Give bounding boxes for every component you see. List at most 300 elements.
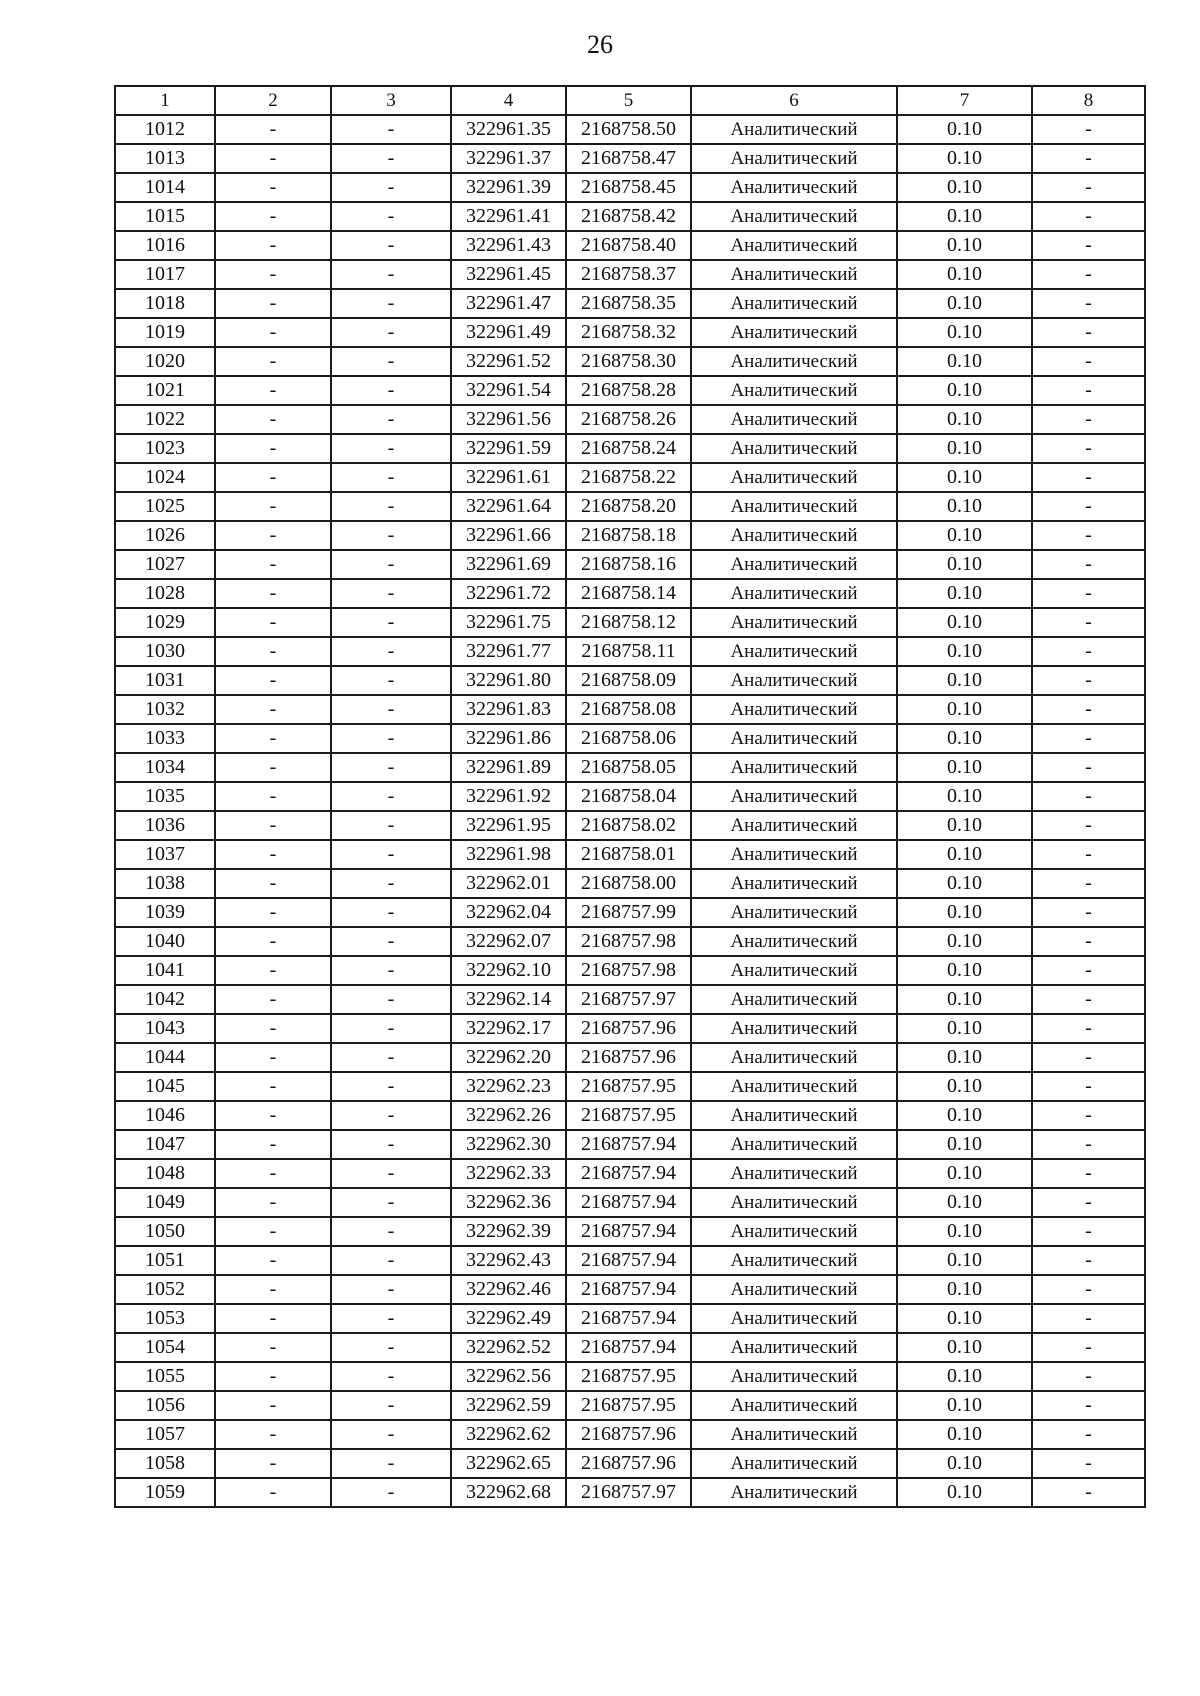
point-number-cell: 1037	[115, 840, 215, 869]
col2-cell: -	[215, 956, 331, 985]
x-coordinate-cell: 322962.36	[451, 1188, 566, 1217]
table-row	[115, 376, 1145, 405]
accuracy-cell: 0.10	[897, 376, 1032, 405]
accuracy-cell: 0.10	[897, 521, 1032, 550]
method-cell: Аналитический	[691, 1217, 897, 1246]
column-header-4: 4	[451, 86, 566, 115]
accuracy-cell: 0.10	[897, 753, 1032, 782]
x-coordinate-cell: 322961.35	[451, 115, 566, 144]
method-cell: Аналитический	[691, 1275, 897, 1304]
accuracy-cell: 0.10	[897, 144, 1032, 173]
point-number-cell: 1056	[115, 1391, 215, 1420]
col3-cell: -	[331, 463, 451, 492]
method-cell: Аналитический	[691, 144, 897, 173]
point-number-cell: 1050	[115, 1217, 215, 1246]
x-coordinate-cell: 322962.04	[451, 898, 566, 927]
y-coordinate-cell: 2168757.94	[566, 1130, 691, 1159]
x-coordinate-cell: 322962.20	[451, 1043, 566, 1072]
accuracy-cell: 0.10	[897, 202, 1032, 231]
accuracy-cell: 0.10	[897, 695, 1032, 724]
col8-cell: -	[1032, 405, 1145, 434]
col3-cell: -	[331, 1130, 451, 1159]
y-coordinate-cell: 2168758.14	[566, 579, 691, 608]
method-cell: Аналитический	[691, 985, 897, 1014]
col3-cell: -	[331, 1159, 451, 1188]
y-coordinate-cell: 2168758.00	[566, 869, 691, 898]
col8-cell: -	[1032, 1188, 1145, 1217]
point-number-cell: 1054	[115, 1333, 215, 1362]
table-row	[115, 956, 1145, 985]
y-coordinate-cell: 2168758.40	[566, 231, 691, 260]
col8-cell: -	[1032, 1275, 1145, 1304]
col8-cell: -	[1032, 463, 1145, 492]
point-number-cell: 1024	[115, 463, 215, 492]
accuracy-cell: 0.10	[897, 1217, 1032, 1246]
accuracy-cell: 0.10	[897, 550, 1032, 579]
table-row	[115, 463, 1145, 492]
method-cell: Аналитический	[691, 840, 897, 869]
column-header-2: 2	[215, 86, 331, 115]
col2-cell: -	[215, 492, 331, 521]
col8-cell: -	[1032, 318, 1145, 347]
col8-cell: -	[1032, 347, 1145, 376]
x-coordinate-cell: 322961.61	[451, 463, 566, 492]
y-coordinate-cell: 2168758.09	[566, 666, 691, 695]
accuracy-cell: 0.10	[897, 840, 1032, 869]
col2-cell: -	[215, 898, 331, 927]
col2-cell: -	[215, 1072, 331, 1101]
page-number: 26	[587, 30, 613, 59]
point-number-cell: 1033	[115, 724, 215, 753]
col3-cell: -	[331, 985, 451, 1014]
col8-cell: -	[1032, 840, 1145, 869]
col8-cell: -	[1032, 637, 1145, 666]
col3-cell: -	[331, 376, 451, 405]
y-coordinate-cell: 2168757.94	[566, 1159, 691, 1188]
table-row	[115, 1072, 1145, 1101]
col3-cell: -	[331, 1391, 451, 1420]
point-number-cell: 1053	[115, 1304, 215, 1333]
col8-cell: -	[1032, 956, 1145, 985]
x-coordinate-cell: 322961.47	[451, 289, 566, 318]
y-coordinate-cell: 2168758.37	[566, 260, 691, 289]
col8-cell: -	[1032, 1159, 1145, 1188]
col2-cell: -	[215, 985, 331, 1014]
x-coordinate-cell: 322962.39	[451, 1217, 566, 1246]
method-cell: Аналитический	[691, 724, 897, 753]
col3-cell: -	[331, 1188, 451, 1217]
method-cell: Аналитический	[691, 1449, 897, 1478]
col8-cell: -	[1032, 1304, 1145, 1333]
x-coordinate-cell: 322961.80	[451, 666, 566, 695]
y-coordinate-cell: 2168758.42	[566, 202, 691, 231]
method-cell: Аналитический	[691, 1188, 897, 1217]
y-coordinate-cell: 2168758.35	[566, 289, 691, 318]
col8-cell: -	[1032, 492, 1145, 521]
method-cell: Аналитический	[691, 1333, 897, 1362]
method-cell: Аналитический	[691, 1101, 897, 1130]
col8-cell: -	[1032, 666, 1145, 695]
accuracy-cell: 0.10	[897, 347, 1032, 376]
point-number-cell: 1027	[115, 550, 215, 579]
accuracy-cell: 0.10	[897, 463, 1032, 492]
accuracy-cell: 0.10	[897, 927, 1032, 956]
table-header	[115, 86, 1145, 115]
point-number-cell: 1055	[115, 1362, 215, 1391]
col3-cell: -	[331, 1304, 451, 1333]
table-row	[115, 1449, 1145, 1478]
point-number-cell: 1038	[115, 869, 215, 898]
col8-cell: -	[1032, 1420, 1145, 1449]
col8-cell: -	[1032, 1014, 1145, 1043]
method-cell: Аналитический	[691, 1130, 897, 1159]
col3-cell: -	[331, 666, 451, 695]
col3-cell: -	[331, 1101, 451, 1130]
table-row	[115, 405, 1145, 434]
col2-cell: -	[215, 376, 331, 405]
col8-cell: -	[1032, 1043, 1145, 1072]
col8-cell: -	[1032, 231, 1145, 260]
method-cell: Аналитический	[691, 1159, 897, 1188]
accuracy-cell: 0.10	[897, 724, 1032, 753]
point-number-cell: 1035	[115, 782, 215, 811]
y-coordinate-cell: 2168757.97	[566, 985, 691, 1014]
method-cell: Аналитический	[691, 898, 897, 927]
point-number-cell: 1021	[115, 376, 215, 405]
point-number-cell: 1018	[115, 289, 215, 318]
x-coordinate-cell: 322961.66	[451, 521, 566, 550]
y-coordinate-cell: 2168757.98	[566, 927, 691, 956]
accuracy-cell: 0.10	[897, 637, 1032, 666]
x-coordinate-cell: 322961.83	[451, 695, 566, 724]
table-row	[115, 637, 1145, 666]
point-number-cell: 1051	[115, 1246, 215, 1275]
col8-cell: -	[1032, 1449, 1145, 1478]
col3-cell: -	[331, 1449, 451, 1478]
y-coordinate-cell: 2168757.94	[566, 1275, 691, 1304]
col2-cell: -	[215, 927, 331, 956]
point-number-cell: 1041	[115, 956, 215, 985]
method-cell: Аналитический	[691, 550, 897, 579]
col3-cell: -	[331, 260, 451, 289]
col8-cell: -	[1032, 1072, 1145, 1101]
col3-cell: -	[331, 695, 451, 724]
table-row	[115, 1275, 1145, 1304]
col2-cell: -	[215, 753, 331, 782]
point-number-cell: 1032	[115, 695, 215, 724]
x-coordinate-cell: 322962.52	[451, 1333, 566, 1362]
accuracy-cell: 0.10	[897, 869, 1032, 898]
x-coordinate-cell: 322961.45	[451, 260, 566, 289]
y-coordinate-cell: 2168757.94	[566, 1304, 691, 1333]
y-coordinate-cell: 2168757.96	[566, 1043, 691, 1072]
table-header-row	[115, 86, 1145, 115]
accuracy-cell: 0.10	[897, 898, 1032, 927]
col8-cell: -	[1032, 782, 1145, 811]
col8-cell: -	[1032, 579, 1145, 608]
accuracy-cell: 0.10	[897, 956, 1032, 985]
col2-cell: -	[215, 1362, 331, 1391]
table-row	[115, 1014, 1145, 1043]
col2-cell: -	[215, 1043, 331, 1072]
method-cell: Аналитический	[691, 637, 897, 666]
accuracy-cell: 0.10	[897, 1362, 1032, 1391]
x-coordinate-cell: 322961.64	[451, 492, 566, 521]
method-cell: Аналитический	[691, 347, 897, 376]
col3-cell: -	[331, 840, 451, 869]
table-row	[115, 666, 1145, 695]
col2-cell: -	[215, 1159, 331, 1188]
col2-cell: -	[215, 289, 331, 318]
method-cell: Аналитический	[691, 927, 897, 956]
col3-cell: -	[331, 956, 451, 985]
point-number-cell: 1044	[115, 1043, 215, 1072]
col3-cell: -	[331, 608, 451, 637]
x-coordinate-cell: 322962.59	[451, 1391, 566, 1420]
y-coordinate-cell: 2168758.32	[566, 318, 691, 347]
table-row	[115, 753, 1145, 782]
accuracy-cell: 0.10	[897, 782, 1032, 811]
y-coordinate-cell: 2168758.22	[566, 463, 691, 492]
point-number-cell: 1028	[115, 579, 215, 608]
table-row	[115, 550, 1145, 579]
x-coordinate-cell: 322962.01	[451, 869, 566, 898]
x-coordinate-cell: 322962.30	[451, 1130, 566, 1159]
point-number-cell: 1057	[115, 1420, 215, 1449]
col8-cell: -	[1032, 1478, 1145, 1507]
point-number-cell: 1013	[115, 144, 215, 173]
col3-cell: -	[331, 202, 451, 231]
y-coordinate-cell: 2168757.94	[566, 1188, 691, 1217]
table-row	[115, 1130, 1145, 1159]
table-row	[115, 1333, 1145, 1362]
col3-cell: -	[331, 1362, 451, 1391]
y-coordinate-cell: 2168757.94	[566, 1217, 691, 1246]
col8-cell: -	[1032, 1333, 1145, 1362]
col3-cell: -	[331, 289, 451, 318]
col3-cell: -	[331, 347, 451, 376]
x-coordinate-cell: 322961.49	[451, 318, 566, 347]
col8-cell: -	[1032, 260, 1145, 289]
table-row	[115, 492, 1145, 521]
table-row	[115, 695, 1145, 724]
method-cell: Аналитический	[691, 811, 897, 840]
table-row	[115, 1478, 1145, 1507]
method-cell: Аналитический	[691, 1420, 897, 1449]
col8-cell: -	[1032, 202, 1145, 231]
accuracy-cell: 0.10	[897, 1072, 1032, 1101]
accuracy-cell: 0.10	[897, 260, 1032, 289]
x-coordinate-cell: 322962.07	[451, 927, 566, 956]
method-cell: Аналитический	[691, 115, 897, 144]
point-number-cell: 1015	[115, 202, 215, 231]
y-coordinate-cell: 2168757.95	[566, 1072, 691, 1101]
table-row	[115, 985, 1145, 1014]
x-coordinate-cell: 322961.75	[451, 608, 566, 637]
accuracy-cell: 0.10	[897, 405, 1032, 434]
x-coordinate-cell: 322962.65	[451, 1449, 566, 1478]
y-coordinate-cell: 2168757.95	[566, 1391, 691, 1420]
col2-cell: -	[215, 695, 331, 724]
col3-cell: -	[331, 1217, 451, 1246]
point-number-cell: 1039	[115, 898, 215, 927]
accuracy-cell: 0.10	[897, 1333, 1032, 1362]
col2-cell: -	[215, 666, 331, 695]
x-coordinate-cell: 322961.86	[451, 724, 566, 753]
method-cell: Аналитический	[691, 1391, 897, 1420]
method-cell: Аналитический	[691, 463, 897, 492]
table-row	[115, 1391, 1145, 1420]
method-cell: Аналитический	[691, 1014, 897, 1043]
table-row	[115, 1246, 1145, 1275]
accuracy-cell: 0.10	[897, 1275, 1032, 1304]
col2-cell: -	[215, 347, 331, 376]
method-cell: Аналитический	[691, 521, 897, 550]
col8-cell: -	[1032, 608, 1145, 637]
x-coordinate-cell: 322961.92	[451, 782, 566, 811]
point-number-cell: 1048	[115, 1159, 215, 1188]
col2-cell: -	[215, 869, 331, 898]
y-coordinate-cell: 2168757.96	[566, 1014, 691, 1043]
y-coordinate-cell: 2168757.97	[566, 1478, 691, 1507]
col2-cell: -	[215, 463, 331, 492]
point-number-cell: 1020	[115, 347, 215, 376]
y-coordinate-cell: 2168758.47	[566, 144, 691, 173]
col8-cell: -	[1032, 1130, 1145, 1159]
accuracy-cell: 0.10	[897, 1304, 1032, 1333]
point-number-cell: 1026	[115, 521, 215, 550]
y-coordinate-cell: 2168758.04	[566, 782, 691, 811]
method-cell: Аналитический	[691, 1478, 897, 1507]
table-row	[115, 202, 1145, 231]
table-row	[115, 144, 1145, 173]
col2-cell: -	[215, 1304, 331, 1333]
col8-cell: -	[1032, 1362, 1145, 1391]
col3-cell: -	[331, 1478, 451, 1507]
y-coordinate-cell: 2168757.95	[566, 1101, 691, 1130]
accuracy-cell: 0.10	[897, 434, 1032, 463]
method-cell: Аналитический	[691, 695, 897, 724]
y-coordinate-cell: 2168758.06	[566, 724, 691, 753]
point-number-cell: 1040	[115, 927, 215, 956]
col2-cell: -	[215, 173, 331, 202]
method-cell: Аналитический	[691, 608, 897, 637]
x-coordinate-cell: 322961.52	[451, 347, 566, 376]
table-row	[115, 1159, 1145, 1188]
col3-cell: -	[331, 869, 451, 898]
col2-cell: -	[215, 115, 331, 144]
method-cell: Аналитический	[691, 434, 897, 463]
col2-cell: -	[215, 1478, 331, 1507]
col2-cell: -	[215, 1188, 331, 1217]
x-coordinate-cell: 322962.10	[451, 956, 566, 985]
point-number-cell: 1023	[115, 434, 215, 463]
method-cell: Аналитический	[691, 231, 897, 260]
y-coordinate-cell: 2168757.95	[566, 1362, 691, 1391]
col2-cell: -	[215, 1333, 331, 1362]
col2-cell: -	[215, 579, 331, 608]
accuracy-cell: 0.10	[897, 289, 1032, 318]
col2-cell: -	[215, 724, 331, 753]
col3-cell: -	[331, 927, 451, 956]
col3-cell: -	[331, 231, 451, 260]
col2-cell: -	[215, 521, 331, 550]
table-row	[115, 840, 1145, 869]
point-number-cell: 1014	[115, 173, 215, 202]
col8-cell: -	[1032, 144, 1145, 173]
col8-cell: -	[1032, 1101, 1145, 1130]
col2-cell: -	[215, 434, 331, 463]
x-coordinate-cell: 322962.46	[451, 1275, 566, 1304]
y-coordinate-cell: 2168758.11	[566, 637, 691, 666]
method-cell: Аналитический	[691, 260, 897, 289]
x-coordinate-cell: 322962.33	[451, 1159, 566, 1188]
col3-cell: -	[331, 724, 451, 753]
y-coordinate-cell: 2168758.20	[566, 492, 691, 521]
method-cell: Аналитический	[691, 173, 897, 202]
col8-cell: -	[1032, 550, 1145, 579]
point-number-cell: 1046	[115, 1101, 215, 1130]
x-coordinate-cell: 322961.89	[451, 753, 566, 782]
method-cell: Аналитический	[691, 956, 897, 985]
point-number-cell: 1049	[115, 1188, 215, 1217]
col2-cell: -	[215, 260, 331, 289]
x-coordinate-cell: 322961.56	[451, 405, 566, 434]
y-coordinate-cell: 2168758.01	[566, 840, 691, 869]
col8-cell: -	[1032, 173, 1145, 202]
x-coordinate-cell: 322962.68	[451, 1478, 566, 1507]
col8-cell: -	[1032, 115, 1145, 144]
col2-cell: -	[215, 637, 331, 666]
x-coordinate-cell: 322961.54	[451, 376, 566, 405]
y-coordinate-cell: 2168758.05	[566, 753, 691, 782]
coordinates-table	[114, 85, 1146, 1508]
table-row	[115, 898, 1145, 927]
col8-cell: -	[1032, 1246, 1145, 1275]
table-row	[115, 782, 1145, 811]
method-cell: Аналитический	[691, 1072, 897, 1101]
y-coordinate-cell: 2168758.26	[566, 405, 691, 434]
col2-cell: -	[215, 1246, 331, 1275]
col3-cell: -	[331, 318, 451, 347]
col2-cell: -	[215, 1391, 331, 1420]
table-row	[115, 927, 1145, 956]
y-coordinate-cell: 2168758.18	[566, 521, 691, 550]
accuracy-cell: 0.10	[897, 1101, 1032, 1130]
accuracy-cell: 0.10	[897, 608, 1032, 637]
point-number-cell: 1012	[115, 115, 215, 144]
table-row	[115, 1043, 1145, 1072]
col8-cell: -	[1032, 1391, 1145, 1420]
col3-cell: -	[331, 521, 451, 550]
method-cell: Аналитический	[691, 318, 897, 347]
accuracy-cell: 0.10	[897, 1449, 1032, 1478]
point-number-cell: 1019	[115, 318, 215, 347]
x-coordinate-cell: 322961.37	[451, 144, 566, 173]
col2-cell: -	[215, 550, 331, 579]
point-number-cell: 1043	[115, 1014, 215, 1043]
x-coordinate-cell: 322962.62	[451, 1420, 566, 1449]
table-row	[115, 1101, 1145, 1130]
y-coordinate-cell: 2168758.16	[566, 550, 691, 579]
col2-cell: -	[215, 782, 331, 811]
col3-cell: -	[331, 1333, 451, 1362]
y-coordinate-cell: 2168758.45	[566, 173, 691, 202]
x-coordinate-cell: 322962.14	[451, 985, 566, 1014]
accuracy-cell: 0.10	[897, 1478, 1032, 1507]
col3-cell: -	[331, 637, 451, 666]
table-row	[115, 869, 1145, 898]
